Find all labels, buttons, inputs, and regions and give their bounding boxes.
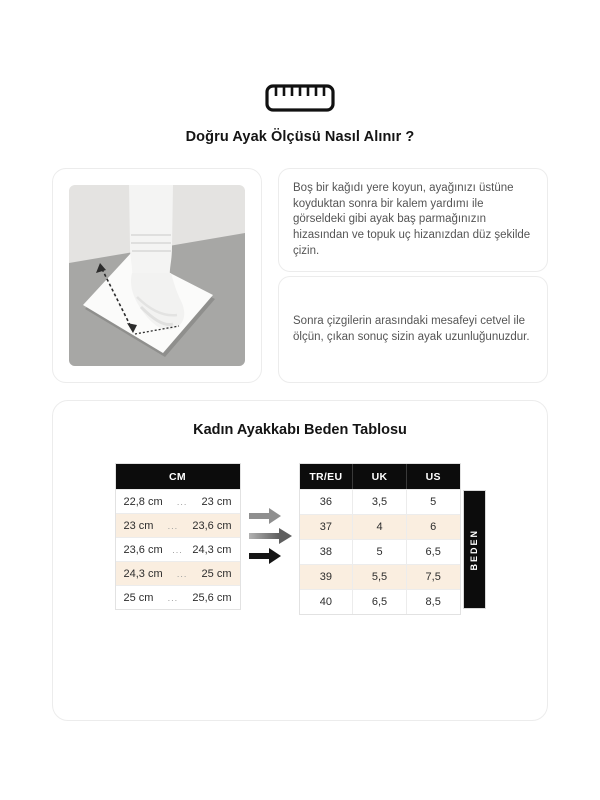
size-tables — [53, 463, 547, 615]
instruction-step-1 — [278, 168, 548, 272]
tr-eu-size: 38 — [319, 546, 332, 558]
intl-table-header-row — [300, 464, 460, 489]
instruction-step-1-text: Boş bir kağıdı yere koyun, ayağınızı üstüne koyduktan sonra bir kalem yardımı ile görseldeki gibi ayak baş parmağınızın hizasından ve topuk uç hizanızdan düz şekilde çizin. — [293, 182, 531, 257]
tr-eu-size: 40 — [319, 596, 332, 608]
howto-text-column — [278, 168, 548, 383]
tr-eu-size: 36 — [319, 496, 332, 508]
intl-table-row — [300, 489, 460, 514]
foot-measure-photo — [52, 168, 262, 383]
uk-size: 3,5 — [352, 490, 406, 514]
cm-to: 25 cm — [201, 567, 232, 580]
cm-to: 24,3 cm — [192, 543, 232, 556]
cm-from: 23 cm — [123, 519, 154, 532]
cm-table-row — [116, 537, 240, 561]
cm-table-row — [116, 513, 240, 537]
cm-from: 24,3 cm — [123, 567, 163, 580]
us-size: 6,5 — [406, 540, 460, 564]
intl-table-row — [300, 589, 460, 614]
instruction-step-2 — [278, 276, 548, 383]
intl-table-row — [300, 539, 460, 564]
foot-on-paper-illustration — [69, 185, 245, 366]
intl-size-table — [299, 463, 461, 615]
uk-size: 6,5 — [352, 590, 406, 614]
header-us: US — [406, 464, 460, 489]
cm-from: 23,6 cm — [123, 543, 163, 556]
cm-to: 23 cm — [201, 495, 232, 508]
cm-table-header: CM — [116, 464, 240, 489]
header-tr-eu: TR/EU — [309, 470, 343, 483]
intl-size-group — [299, 463, 486, 615]
us-size: 5 — [406, 490, 460, 514]
range-separator: ... — [176, 568, 188, 579]
range-separator: ... — [167, 592, 179, 603]
ruler-icon — [0, 84, 600, 112]
cm-table-row — [116, 585, 240, 609]
header-uk: UK — [352, 464, 406, 489]
page-title: Doğru Ayak Ölçüsü Nasıl Alınır ? — [185, 129, 415, 145]
cm-to: 23,6 cm — [192, 519, 232, 532]
intl-table-row — [300, 514, 460, 539]
range-separator: ... — [172, 544, 183, 555]
cm-from: 25 cm — [123, 591, 154, 604]
instruction-step-2-text: Sonra çizgilerin arasındaki mesafeyi cetvel ile ölçün, çıkan sonuç sizin ayak uzunluğunuzdur. — [293, 314, 530, 343]
us-size: 6 — [406, 515, 460, 539]
uk-size: 5,5 — [352, 565, 406, 589]
cm-table-row — [116, 561, 240, 585]
size-table-card — [52, 400, 548, 721]
us-size: 8,5 — [406, 590, 460, 614]
howto-section — [52, 168, 548, 383]
tr-eu-size: 39 — [319, 571, 332, 583]
us-size: 7,5 — [406, 565, 460, 589]
conversion-arrows-icon — [241, 463, 299, 567]
beden-vertical-label — [463, 490, 486, 609]
uk-size: 5 — [352, 540, 406, 564]
cm-from: 22,8 cm — [123, 495, 163, 508]
cm-to: 25,6 cm — [192, 591, 232, 604]
cm-table-row — [116, 489, 240, 513]
uk-size: 4 — [352, 515, 406, 539]
beden-label-text: BEDEN — [469, 528, 479, 571]
range-separator: ... — [176, 496, 188, 507]
cm-table — [115, 463, 241, 610]
intl-table-row — [300, 564, 460, 589]
size-table-title: Kadın Ayakkabı Beden Tablosu — [193, 422, 407, 438]
range-separator: ... — [167, 520, 179, 531]
tr-eu-size: 37 — [319, 521, 332, 533]
